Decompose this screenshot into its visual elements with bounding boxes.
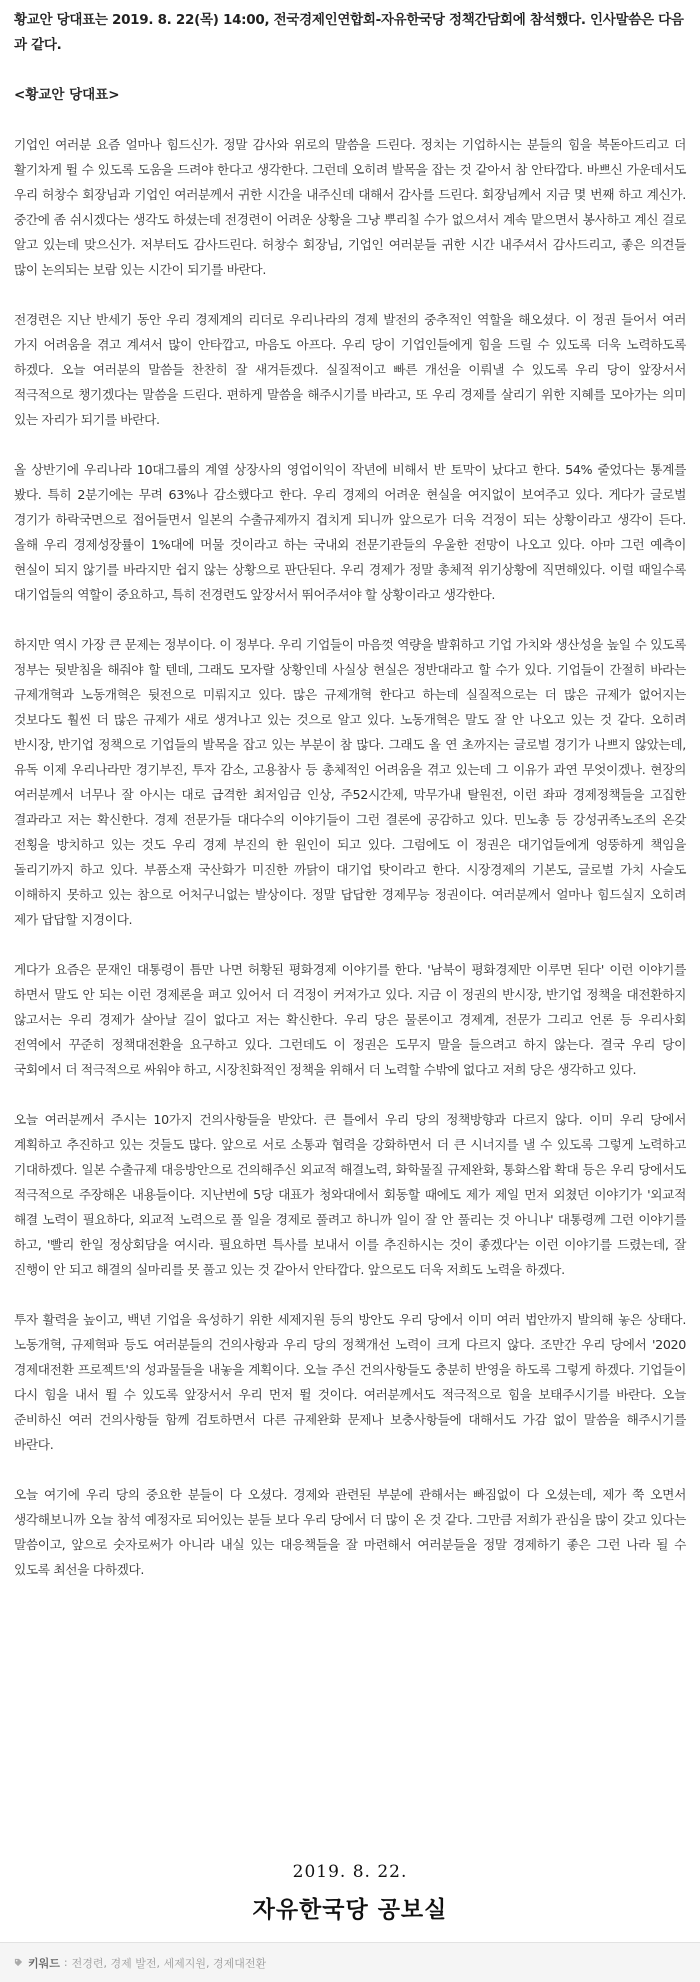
keyword-bar <box>0 1942 700 1982</box>
article-body <box>14 8 686 1582</box>
paragraph: 오늘 여기에 우리 당의 중요한 분들이 다 오셨다. 경제와 관련된 부분에 관해서는 빠짐없이 다 오셨는데, 제가 쭉 오면서 생각해보니까 오늘 참석 예정자로 되어있는 분들 보다 우리 당에서 더 많이 온 것 같다. 그만큼 저희가 관심을 많이 갖고 있다는 말씀이고, 앞으로 숫자로써가 아니라 내실 있는 대응책들을 잘 마련해서 여러분들을 정말 경제하기 좋은 그런 나라 될 수 있도록 최선을 다하겠다. <box>14 1487 686 1577</box>
organization-name: 자유한국당 공보실 <box>252 1897 448 1923</box>
paragraph: 하지만 역시 가장 큰 문제는 정부이다. 이 정부다. 우리 기업들이 마음껏 역량을 발휘하고 기업 가치와 생산성을 높일 수 있도록 정부는 뒷받침을 해줘야 할 텐데, 그래도 모자랄 상황인데 사실상 현실은 정반대라고 할 수가 있다. 기업들이 간절히 바라는 규제개혁과 노동개혁은 뒷전으로 미뤄지고 있다. 많은 규제개혁 한다고 하는데 실질적으로는 더 많은 규제가 없어지는 것보다도 훨씬 더 많은 규제가 새로 생겨나고 있는 것으로 알고 있다. 노동개혁은 말도 잘 안 나오고 있는 것 같다. 오히려 반시장, 반기업 정책으로 기업들의 발목을 잡고 있는 부분이 참 많다. 그래도 올 연 초까지는 글로벌 경기가 나쁘지 않았는데, 유독 이제 우리나라만 경기부진, 투자 감소, 고용참사 등 총체적인 어려움을 겪고 있는데 그 이유가 과연 무엇이겠나. 현장의 여러분께서 너무나 잘 아시는 대로 급격한 최저임금 인상, 주52시간제, 막무가내 탈원전, 이런 좌파 경제정책들을 고집한 결과라고 저는 확신한다. 경제 전문가들 대다수의 이야기들이 그런 결론에 공감하고 있다. 민노총 등 강성귀족노조의 온갖 전횡을 방치하고 있는 것도 우리 경제 부진의 한 원인이 되고 있다. 그럼에도 이 정권은 대기업들에게 엉뚱하게 책임을 돌리기까지 하고 있다. 부품소재 국산화가 미진한 까닭이 대기업 탓이라고 한다. 시장경제의 기본도, 글로벌 가치 사슬도 이해하지 못하고 있는 참으로 어처구니없는 발상이다. 정말 답답한 경제무능 정권이다. 여러분께서 얼마나 힘드실지 오히려 제가 답답할 지경이다. <box>14 637 686 927</box>
keyword-label: 키워드 <box>28 1956 60 1970</box>
speaker-heading: <황교안 당대표> <box>14 87 120 103</box>
intro-text: 황교안 당대표는 2019. 8. 22(목) 14:00, 전국경제인연합회-자유한국당 정책간담회에 참석했다. 인사말씀은 다음과 같다. <box>14 12 684 53</box>
paragraph: 전경련은 지난 반세기 동안 우리 경제계의 리더로 우리나라의 경제 발전의 중추적인 역할을 해오셨다. 이 정권 들어서 여러 가지 어려움을 겪고 계셔서 많이 안타깝고, 마음도 아프다. 우리 당이 기업인들에게 힘을 드릴 수 있도록 더욱 노력하도록 하겠다. 오늘 여러분의 말씀들 찬찬히 잘 새겨듣겠다. 실질적이고 빠른 개선을 이뤄낼 수 있도록 우리 당이 앞장서서 적극적으로 챙기겠다는 말씀을 드린다. 편하게 말씀을 해주시기를 바라고, 또 우리 경제를 살리기 위한 지혜를 모아가는 의미 있는 자리가 되기를 바란다. <box>14 312 686 427</box>
release-date: 2019. 8. 22. <box>292 1862 408 1882</box>
paragraph: 투자 활력을 높이고, 백년 기업을 육성하기 위한 세제지원 등의 방안도 우리 당에서 이미 여러 법안까지 발의해 놓은 상태다. 노동개혁, 규제혁파 등도 여러분들의 건의사항과 우리 당의 정책개선 노력이 크게 다르지 않다. 조만간 우리 당에서 '2020 경제대전환 프로젝트'의 성과물들을 내놓을 계획이다. 오늘 주신 건의사항들도 충분히 반영을 하도록 그렇게 하겠다. 기업들이 다시 힘을 내서 뛸 수 있도록 앞장서서 우리 먼저 뛸 것이다. 여러분께서도 적극적으로 힘을 보태주시기를 바란다. 오늘 준비하신 여러 건의사항들 함께 검토하면서 다른 규제완화 문제나 보충사항들에 대해서도 가감 없이 말씀을 해주시기를 바란다. <box>14 1312 686 1452</box>
paragraph: 게다가 요즘은 문재인 대통령이 틈만 나면 허황된 평화경제 이야기를 한다. '남북이 평화경제만 이루면 된다' 이런 이야기를 하면서 말도 안 되는 이런 경제론을 펴고 있어서 더 걱정이 커져가고 있다. 지금 이 정권의 반시장, 반기업 정책을 대전환하지 않고서는 우리 경제가 살아날 길이 없다고 저는 확신한다. 우리 당은 물론이고 경제계, 전문가 그리고 언론 등 우리사회 전역에서 꾸준히 정책대전환을 요구하고 있다. 그런데도 이 정권은 도무지 말을 들으려고 하지 않는다. 결국 우리 당이 국회에서 더 적극적으로 싸워야 하고, 시장친화적인 정책을 위해서 더 노력할 수밖에 없다고 저희 당은 생각하고 있다. <box>14 962 686 1077</box>
paragraph: 올 상반기에 우리나라 10대그룹의 계열 상장사의 영업이익이 작년에 비해서 반 토막이 났다고 한다. 54% 줄었다는 통계를 봤다. 특히 2분기에는 무려 63%나 감소했다고 한다. 우리 경제의 어려운 현실을 여지없이 보여주고 있다. 게다가 글로벌 경기가 하락국면으로 접어들면서 일본의 수출규제까지 겹치게 되니까 앞으로가 더욱 걱정이 되는 상황이라고 생각이 든다. 올해 우리 경제성장률이 1%대에 머물 것이라고 하는 국내외 전문기관들의 우울한 전망이 나오고 있다. 아마 그런 예측이 현실이 되지 않기를 바라지만 쉽지 않는 상황으로 판단된다. 우리 경제가 정말 총체적 위기상황에 직면해있다. 이럴 때일수록 대기업들의 역할이 중요하고, 특히 전경련도 앞장서서 뛰어주셔야 할 상황이라고 생각한다. <box>14 462 686 602</box>
paragraph: 오늘 여러분께서 주시는 10가지 건의사항들을 받았다. 큰 틀에서 우리 당의 정책방향과 다르지 않다. 이미 우리 당에서 계획하고 추진하고 있는 것들도 많다. 앞으로 서로 소통과 협력을 강화하면서 더 큰 시너지를 낼 수 있도록 그렇게 노력하고 기대하겠다. 일본 수출규제 대응방안으로 건의해주신 외교적 해결노력, 화학물질 규제완화, 통화스왑 확대 등은 우리 당에서도 적극적으로 주장해온 내용들이다. 지난번에 5당 대표가 청와대에서 회동할 때에도 제가 제일 먼저 외쳤던 이야기가 '외교적 해결 노력이 필요하다, 외교적 노력으로 풀 일을 경제로 풀려고 하니까 일이 잘 안 풀리는 것 아니냐' 대통령께 그런 이야기를 하고, '빨리 한일 정상회담을 여시라. 필요하면 특사를 보내서 이를 추진하시는 것이 좋겠다'는 이런 이야기를 드렸는데, 잘 진행이 안 되고 해결의 실마리를 못 풀고 있는 것 같아서 안타깝다. 앞으로도 더욱 저희도 노력을 하겠다. <box>14 1112 686 1277</box>
tag-icon <box>14 1958 23 1967</box>
keyword-separator: : <box>63 1956 68 1969</box>
paragraph: 기업인 여러분 요즘 얼마나 힘드신가. 정말 감사와 위로의 말씀을 드린다. 정치는 기업하시는 분들의 힘을 북돋아드리고 더 활기차게 뛸 수 있도록 도움을 드려야 한다고 생각한다. 그런데 오히려 발목을 잡는 것 같아서 참 안타깝다. 바쁘신 가운데서도 우리 허창수 회장님과 기업인 여러분께서 귀한 시간을 내주신데 대해서 감사를 드린다. 회장님께서 지금 몇 번째 하고 계신가. 중간에 좀 쉬시겠다는 생각도 하셨는데 전경련이 어려운 상황을 그냥 뿌리칠 수가 없으셔서 계속 맡으면서 봉사하고 계신 걸로 알고 있는데 맞으신가. 저부터도 감사드린다. 허창수 회장님, 기업인 여러분들 귀한 시간 내주셔서 감사드리고, 좋은 의견들 많이 논의되는 보람 있는 시간이 되기를 바란다. <box>14 137 686 277</box>
keyword-list[interactable]: 전경련, 경제 발전, 세제지원, 경제대전환 <box>71 1956 267 1970</box>
